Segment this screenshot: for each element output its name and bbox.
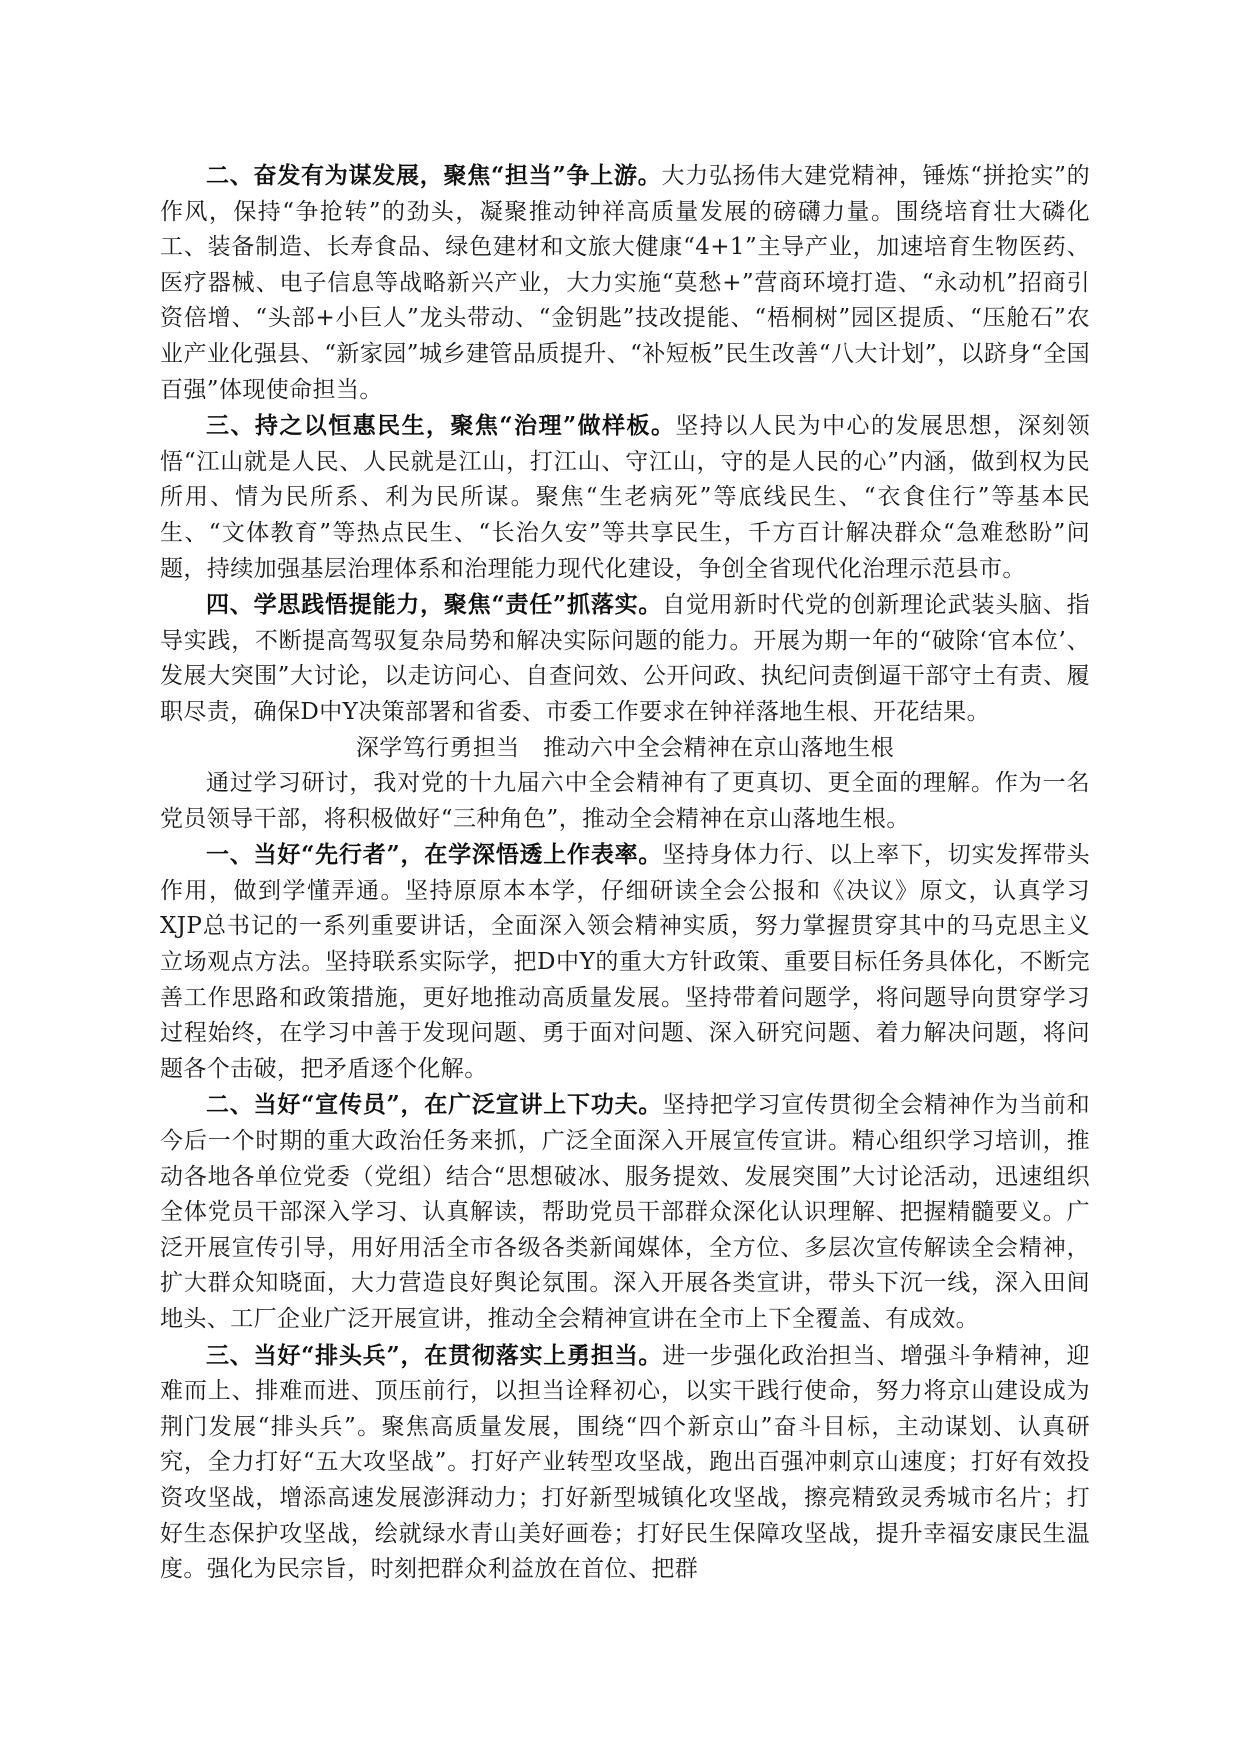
paragraph-3-1 bbox=[160, 408, 1090, 587]
paragraph-body: 坚持以人民为中心的发展思想，深刻领悟“江山就是人民、人民就是江山，打江山、守江山，守的是人民的心”内涵，做到权为民所用、情为民所系、利为民所谋。聚焦“生老病死”等底线民生、“衣食住行”等基本民生、“文体教育”等热点民生、“长治久安”等共享民生，千方百计解决群众“急难愁盼”问题，持续加强基层治理体系和治理能力现代化建设，争创全省现代化治理示范县市。 bbox=[160, 413, 1090, 582]
paragraph-body: 进一步强化政治担当、增强斗争精神，迎难而上、排难而进、顶压前行，以担当诠释初心，以实干践行使命，努力将京山建设成为荆门发展“排头兵”。聚焦高质量发展，围绕“四个新京山”奋斗目标，主动谋划、认真研究，全力打好“五大攻坚战”。打好产业转型攻坚战，跑出百强冲刺京山速度；打好有效投资攻坚战，增添高速发展澎湃动力；打好新型城镇化攻坚战，擦亮精致灵秀城市名片；打好生态保护攻坚战，绘就绿水青山美好画卷；打好民生保障攻坚战，提升幸福安康民生温度。强化为民宗旨，时刻把群众利益放在首位、把群 bbox=[160, 1342, 1091, 1583]
section-title: 深学笃行勇担当 推动六中全会精神在京山落地生根 bbox=[355, 734, 895, 761]
paragraph-body: 大力弘扬伟大建党精神，锤炼“拼抢实”的作风，保持“争抢转”的劲头，凝聚推动钟祥高质量发展的磅礴力量。围绕培育壮大磷化工、装备制造、长寿食品、绿色建材和文旅大健康“4+1”主导产业，加速培育生物医药、医疗器械、电子信息等战略新兴产业，大力实施“莫愁+”营商环境打造、“永动机”招商引资倍增、“头部+小巨人”龙头带动、“金钥匙”技改提能、“梧桐树”园区提质、“压舱石”农业产业化强县、“新家园”城乡建管品质提升、“补短板”民生改善“八大计划”，以跻身“全国百强”体现使命担当。 bbox=[160, 163, 1090, 403]
paragraph-4-1 bbox=[160, 587, 1090, 730]
paragraph-lead: 二、当好“宣传员”，在广泛宣讲上下功夫。 bbox=[206, 1091, 663, 1119]
paragraph-lead: 三、持之以恒惠民生，聚焦“治理”做样板。 bbox=[206, 412, 676, 440]
paragraph-lead: 三、当好“排头兵”，在贯彻落实上勇担当。 bbox=[206, 1341, 663, 1369]
paragraph-body: 自觉用新时代党的创新理论武装头脑、指导实践，不断提高驾驭复杂局势和解决实际问题的能力。开展为期一年的“破除‘官本位’、发展大突围”大讨论，以走访问心、自查问效、公开问政、执纪问责倒逼干部守土有责、履职尽责，确保D中Y决策部署和省委、市委工作要求在钟祥落地生根、开花结果。 bbox=[160, 592, 1091, 725]
paragraph-2-1 bbox=[160, 158, 1090, 408]
paragraph-lead: 一、当好“先行者”，在学深悟透上作表率。 bbox=[206, 841, 663, 869]
document-page bbox=[160, 158, 1090, 1588]
paragraph-3-2 bbox=[160, 1338, 1090, 1588]
paragraph-body: 坚持身体力行、以上率下，切实发挥带头作用，做到学懂弄通。坚持原原本本学，仔细研读全会公报和《决议》原文，认真学习XJP总书记的一系列重要讲话，全面深入领会精神实质，努力掌握贯穿其中的马克思主义立场观点方法。坚持联系实际学，把D中Y的重大方针政策、重要目标任务具体化，不断完善工作思路和政策措施，更好地推动高质量发展。坚持带着问题学，将问题导向贯穿学习过程始终，在学习中善于发现问题、勇于面对问题、深入研究问题、着力解决问题，将问题各个击破，把矛盾逐个化解。 bbox=[160, 842, 1091, 1082]
paragraph-lead: 二、奋发有为谋发展，聚焦“担当”争上游。 bbox=[206, 162, 662, 189]
paragraph-body: 坚持把学习宣传贯彻全会精神作为当前和今后一个时期的重大政治任务来抓，广泛全面深入开展宣传宣讲。精心组织学习培训，推动各地各单位党委（党组）结合“思想破冰、服务提效、发展突围”大讨论活动，迅速组织全体党员干部深入学习、认真解读，帮助党员干部群众深化认识理解、把握精髓要义。广泛开展宣传引导，用好用活全市各级各类新闻媒体，全方位、多层次宣传解读全会精神，扩大群众知晓面，大力营造良好舆论氛围。深入开展各类宣讲，带头下沉一线，深入田间地头、工厂企业广泛开展宣讲，推动全会精神宣讲在全市上下全覆盖、有成效。 bbox=[160, 1092, 1091, 1332]
paragraph-2-2 bbox=[160, 1087, 1090, 1337]
section-intro: 通过学习研讨，我对党的十九届六中全会精神有了更真切、更全面的理解。作为一名党员领导干部，将积极做好“三种角色”，推动全会精神在京山落地生根。 bbox=[160, 770, 1090, 832]
paragraph-1-2 bbox=[160, 837, 1090, 1087]
paragraph-lead: 四、学思践悟提能力，聚焦“责任”抓落实。 bbox=[206, 591, 663, 619]
